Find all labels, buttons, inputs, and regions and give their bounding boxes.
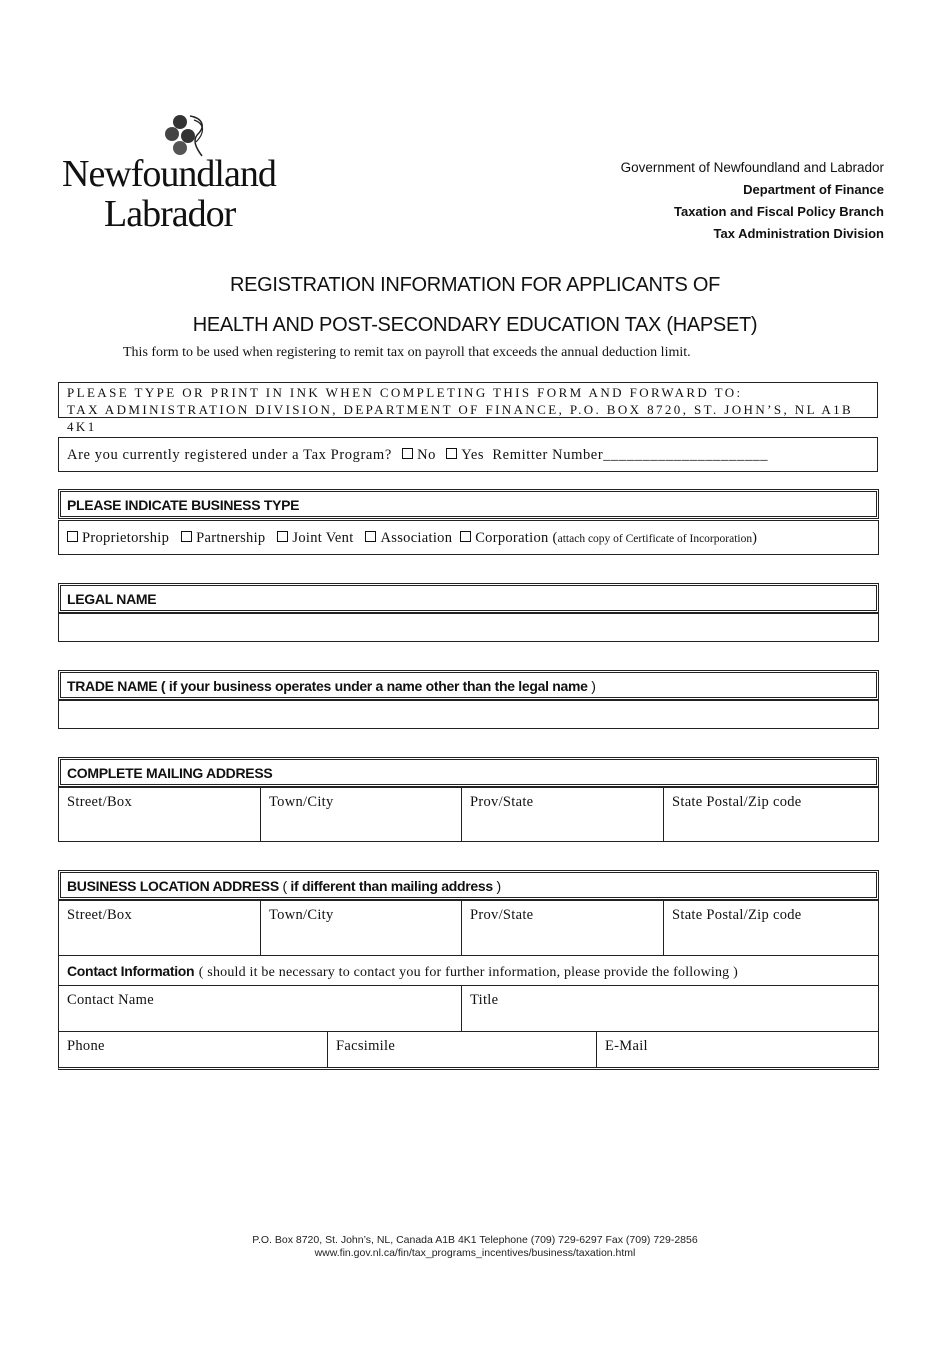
location-town-field[interactable] bbox=[261, 901, 462, 955]
logo-text-newfoundland: Newfoundland bbox=[62, 153, 276, 195]
registration-question-box bbox=[58, 437, 878, 472]
mailing-address-row bbox=[58, 787, 879, 842]
legal-name-header bbox=[58, 583, 879, 613]
legal-name-field[interactable] bbox=[58, 613, 879, 642]
trade-name-close-paren: ) bbox=[591, 678, 596, 694]
yes-label: Yes bbox=[461, 447, 485, 463]
contact-info-header bbox=[58, 955, 879, 986]
mailing-address-header-text: COMPLETE MAILING ADDRESS bbox=[67, 765, 273, 781]
yes-option[interactable] bbox=[446, 447, 484, 463]
association-label: Association bbox=[380, 530, 453, 546]
instructions-box bbox=[58, 382, 878, 434]
location-postal-label: State Postal/Zip code bbox=[672, 907, 802, 923]
mailing-postal-field[interactable] bbox=[664, 788, 878, 841]
mailing-address-header bbox=[58, 757, 879, 787]
mailing-prov-field[interactable] bbox=[462, 788, 664, 841]
corporation-note: attach copy of Certificate of Incorporation bbox=[557, 533, 753, 545]
business-location-open-paren: ( bbox=[282, 878, 287, 894]
location-street-label: Street/Box bbox=[67, 907, 133, 923]
contact-phone-row bbox=[58, 1031, 879, 1070]
email-label: E-Mail bbox=[605, 1038, 648, 1054]
joint-venture-checkbox[interactable] bbox=[277, 531, 288, 542]
instructions-line1: PLEASE TYPE OR PRINT IN INK WHEN COMPLETING THIS FORM AND FORWARD TO: bbox=[67, 385, 743, 400]
association-checkbox[interactable] bbox=[365, 531, 376, 542]
contact-info-header-text: Contact Information bbox=[67, 963, 195, 979]
registration-question: Are you currently registered under a Tax Program? bbox=[67, 447, 392, 463]
no-label: No bbox=[417, 447, 437, 463]
no-option[interactable] bbox=[402, 447, 436, 463]
no-checkbox[interactable] bbox=[402, 448, 413, 459]
logo-text-labrador: Labrador bbox=[104, 193, 236, 235]
option-proprietorship[interactable] bbox=[67, 530, 169, 546]
fax-label: Facsimile bbox=[336, 1038, 396, 1054]
business-location-header bbox=[58, 870, 879, 900]
contact-title-field[interactable] bbox=[462, 986, 878, 1031]
government-logo bbox=[62, 112, 302, 235]
fax-field[interactable] bbox=[328, 1032, 597, 1067]
location-postal-field[interactable] bbox=[664, 901, 878, 955]
partnership-checkbox[interactable] bbox=[181, 531, 192, 542]
location-prov-field[interactable] bbox=[462, 901, 664, 955]
footer bbox=[0, 1234, 950, 1260]
corporation-label: Corporation ( bbox=[475, 530, 558, 546]
option-association[interactable] bbox=[365, 530, 452, 546]
email-field[interactable] bbox=[597, 1032, 878, 1067]
phone-label: Phone bbox=[67, 1038, 105, 1054]
mailing-postal-label: State Postal/Zip code bbox=[672, 794, 802, 810]
legal-name-header-text: LEGAL NAME bbox=[67, 591, 157, 607]
mailing-prov-label: Prov/State bbox=[470, 794, 534, 810]
mailing-street-label: Street/Box bbox=[67, 794, 133, 810]
option-corporation[interactable] bbox=[460, 530, 557, 546]
contact-title-label: Title bbox=[470, 992, 499, 1008]
department-name: Department of Finance bbox=[743, 182, 884, 197]
joint-venture-label: Joint Vent bbox=[292, 530, 354, 546]
mailing-town-field[interactable] bbox=[261, 788, 462, 841]
proprietorship-label: Proprietorship bbox=[82, 530, 170, 546]
business-location-close-paren: ) bbox=[496, 878, 501, 894]
business-type-header-text: PLEASE INDICATE BUSINESS TYPE bbox=[67, 497, 300, 513]
header-block bbox=[621, 157, 884, 245]
location-street-field[interactable] bbox=[59, 901, 261, 955]
corporation-checkbox[interactable] bbox=[460, 531, 471, 542]
contact-name-field[interactable] bbox=[59, 986, 462, 1031]
trade-name-header bbox=[58, 670, 879, 700]
footer-url: www.fin.gov.nl.ca/fin/tax_programs_incentives/business/taxation.html bbox=[314, 1247, 636, 1259]
remitter-number-field[interactable]: Remitter Number_____________________ bbox=[492, 447, 769, 463]
option-partnership[interactable] bbox=[181, 530, 265, 546]
trade-name-header-text: TRADE NAME ( if your business operates under a name other than the legal name bbox=[67, 678, 588, 694]
division-name: Tax Administration Division bbox=[713, 226, 884, 241]
proprietorship-checkbox[interactable] bbox=[67, 531, 78, 542]
corporation-close-paren: ) bbox=[752, 530, 758, 546]
instructions-line2: TAX ADMINISTRATION DIVISION, DEPARTMENT OF FINANCE, P.O. BOX 8720, ST. JOHN’S, NL A1B 4K1 bbox=[67, 402, 854, 434]
location-prov-label: Prov/State bbox=[470, 907, 534, 923]
location-town-label: Town/City bbox=[269, 907, 334, 923]
partnership-label: Partnership bbox=[196, 530, 266, 546]
business-type-options bbox=[58, 520, 879, 555]
contact-name-label: Contact Name bbox=[67, 992, 154, 1008]
footer-address: P.O. Box 8720, St. John’s, NL, Canada A1B 4K1 Telephone (709) 729-6297 Fax (709) 729-2856 bbox=[252, 1234, 698, 1246]
yes-checkbox[interactable] bbox=[446, 448, 457, 459]
contact-name-row bbox=[58, 985, 879, 1032]
contact-info-note: ( should it be necessary to contact you for further information, please provide the following ) bbox=[198, 965, 738, 980]
business-location-row bbox=[58, 900, 879, 956]
phone-field[interactable] bbox=[59, 1032, 328, 1067]
business-location-note: if different than mailing address bbox=[290, 878, 493, 894]
form-title-line2: HEALTH AND POST-SECONDARY EDUCATION TAX (HAPSET) bbox=[192, 314, 758, 336]
mailing-street-field[interactable] bbox=[59, 788, 261, 841]
business-type-header bbox=[58, 489, 879, 519]
form-title-line1: REGISTRATION INFORMATION FOR APPLICANTS OF bbox=[229, 274, 721, 296]
business-type-options-line bbox=[67, 521, 757, 557]
government-name: Government of Newfoundland and Labrador bbox=[620, 160, 884, 175]
trade-name-field[interactable] bbox=[58, 700, 879, 729]
business-location-header-text: BUSINESS LOCATION ADDRESS bbox=[67, 878, 279, 894]
branch-name: Taxation and Fiscal Policy Branch bbox=[674, 204, 884, 219]
option-joint-venture[interactable] bbox=[277, 530, 353, 546]
form-subtitle: This form to be used when registering to remit tax on payroll that exceeds the annual deduction limit. bbox=[123, 345, 691, 360]
mailing-town-label: Town/City bbox=[269, 794, 334, 810]
